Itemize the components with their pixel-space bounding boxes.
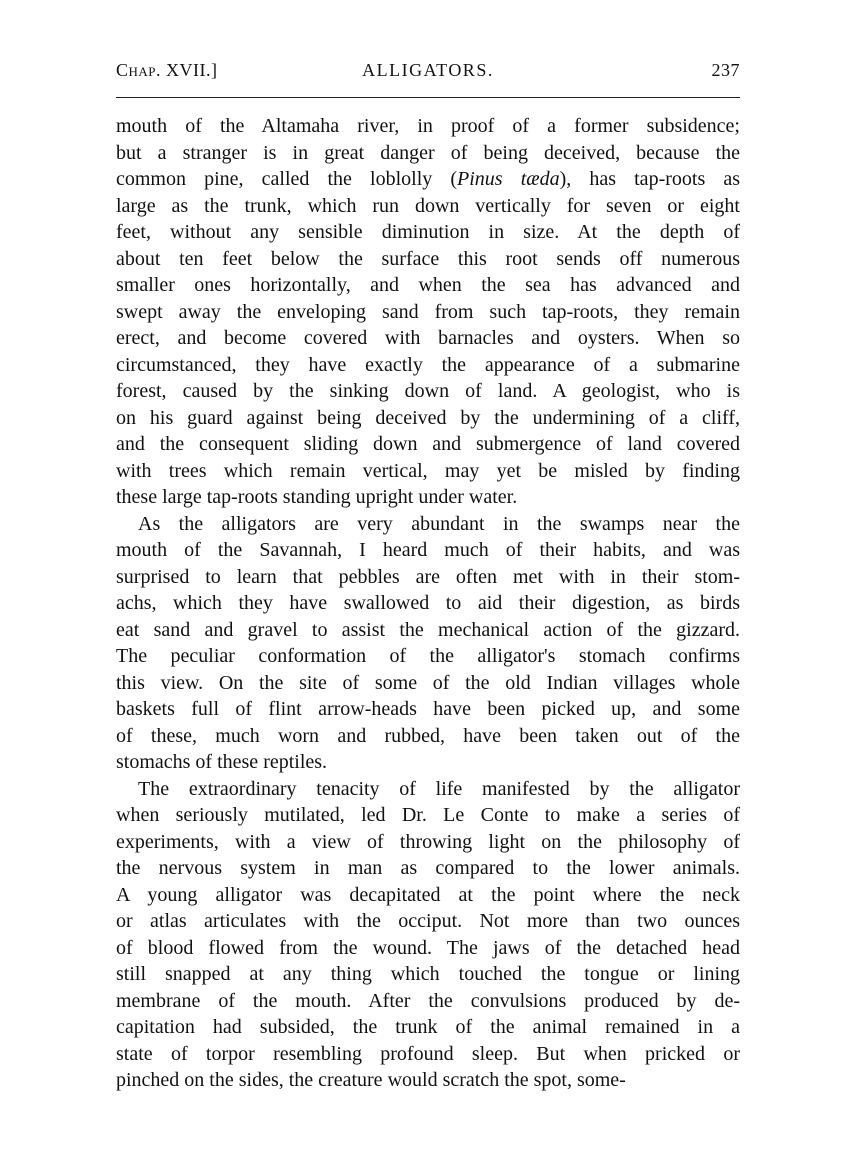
text-line: The extraordinary tenacity of life manifested by the alligator xyxy=(138,777,740,800)
body-text xyxy=(116,113,740,1094)
text-line: still snapped at any thing which touched the tongue or lining xyxy=(116,963,740,985)
text-line: pinched on the sides, the creature would scratch the spot, some- xyxy=(116,1069,626,1091)
text-line: and the consequent sliding down and submergence of land covered xyxy=(116,433,740,455)
text-line: The peculiar conformation of the alligator's stomach confirms xyxy=(116,645,740,667)
text-line: these large tap-roots standing upright under water. xyxy=(116,486,518,508)
page-title: ALLIGATORS. xyxy=(362,60,494,80)
page-number: 237 xyxy=(711,60,740,80)
text-line: stomachs of these reptiles. xyxy=(116,751,328,773)
text-line: on his guard against being deceived by the undermining of a cliff, xyxy=(116,406,740,429)
text-line: the nervous system in man as compared to the lower animals. xyxy=(116,857,740,879)
text-line: mouth of the Altamaha river, in proof of a former subsidence; xyxy=(116,115,740,137)
header-rule xyxy=(116,97,740,98)
text-line: baskets full of flint arrow-heads have been picked up, and some xyxy=(116,698,740,720)
text-line: state of torpor resembling profound sleep. But when pricked or xyxy=(116,1042,740,1065)
text-line: surprised to learn that pebbles are often met with in their stom- xyxy=(116,565,740,588)
text-line: membrane of the mouth. After the convulsions produced by de- xyxy=(116,989,740,1012)
text-line: achs, which they have swallowed to aid their digestion, as birds xyxy=(116,592,740,614)
text-line: A young alligator was decapitated at the point where the neck xyxy=(116,883,740,906)
text-line: of blood flowed from the wound. The jaws of the detached head xyxy=(116,936,740,959)
text-line: with trees which remain vertical, may yet be misled by finding xyxy=(116,459,740,482)
text-line: large as the trunk, which run down vertically for seven or eight xyxy=(116,194,740,217)
text-line: forest, caused by the sinking down of land. A geologist, who is xyxy=(116,380,740,402)
text-line: when seriously mutilated, led Dr. Le Conte to make a series of xyxy=(116,804,740,826)
text-line: capitation had subsided, the trunk of the animal remained in a xyxy=(116,1016,740,1038)
text-line: mouth of the Savannah, I heard much of their habits, and was xyxy=(116,539,740,561)
text-line: smaller ones horizontally, and when the sea has advanced and xyxy=(116,274,740,296)
text-line: feet, without any sensible diminution in size. At the depth of xyxy=(116,221,740,243)
text-line: or atlas articulates with the occiput. Not more than two ounces xyxy=(116,910,740,932)
text-line: circumstanced, they have exactly the appearance of a submarine xyxy=(116,353,740,376)
text-line: swept away the enveloping sand from such tap-roots, they remain xyxy=(116,300,740,323)
text-line: experiments, with a view of throwing light on the philosophy of xyxy=(116,830,740,853)
text-line: this view. On the site of some of the old Indian villages whole xyxy=(116,671,740,694)
text-line: about ten feet below the surface this root sends off numerous xyxy=(116,247,740,270)
text-line: of these, much worn and rubbed, have been taken out of the xyxy=(116,724,740,747)
text-line: As the alligators are very abundant in the swamps near the xyxy=(138,512,740,535)
text-line: common pine, called the loblolly (Pinus tæda), has tap-roots as xyxy=(116,168,740,190)
text-line: but a stranger is in great danger of being deceived, because the xyxy=(116,141,740,164)
chapter-label: Chap. XVII.] xyxy=(116,60,218,80)
running-head xyxy=(116,60,740,88)
text-line: erect, and become covered with barnacles and oysters. When so xyxy=(116,327,740,349)
text-line: eat sand and gravel to assist the mechanical action of the gizzard. xyxy=(116,618,740,641)
